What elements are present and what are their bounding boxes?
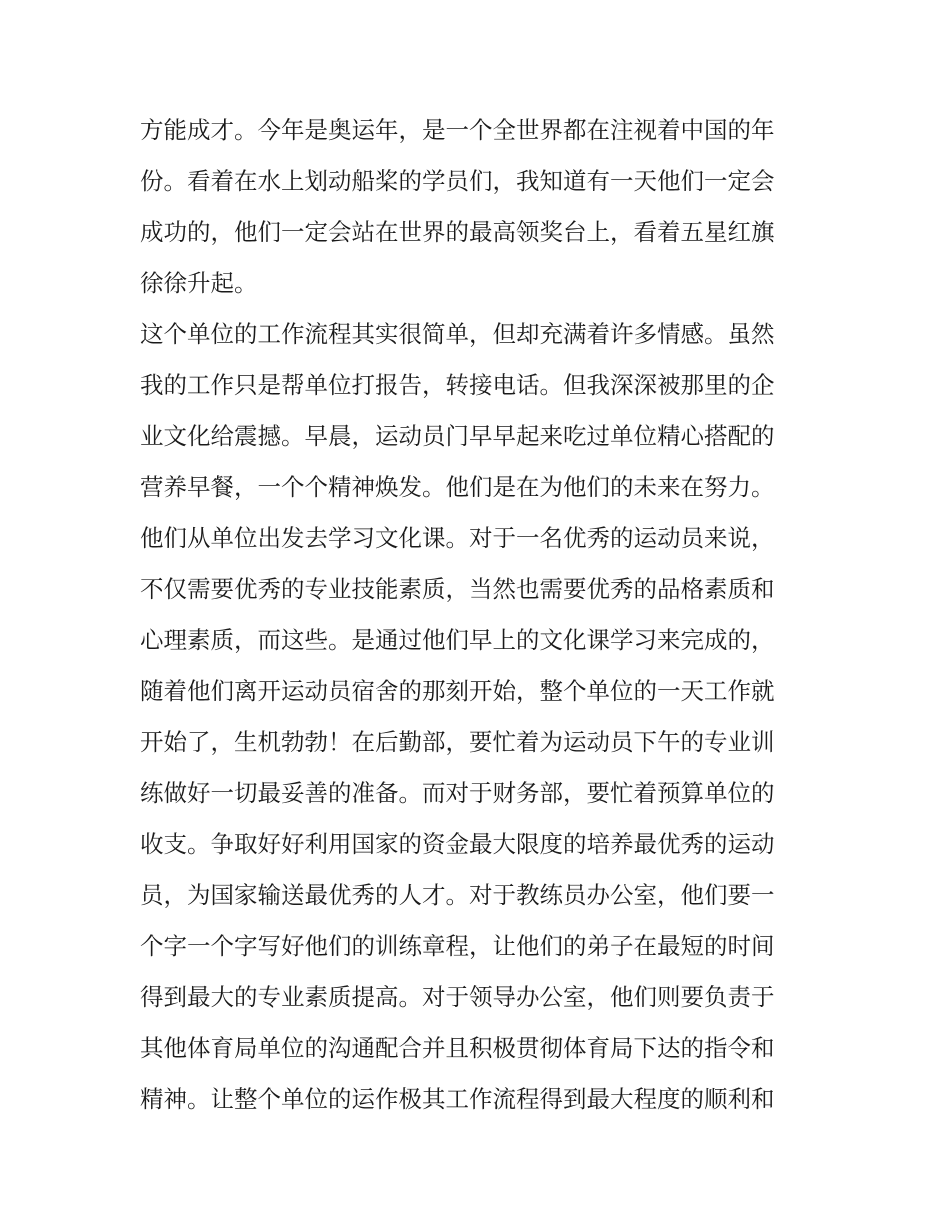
body-text: [140, 105, 812, 1125]
text-line: 徐徐升起。: [140, 269, 258, 297]
text-line: 业文化给震撼。早晨，运动员门早早起来吃过单位精心搭配的: [140, 422, 775, 450]
text-line: 员，为国家输送最优秀的人才。对于教练员办公室，他们要一: [140, 881, 775, 909]
text-line: 心理素质，而这些。是通过他们早上的文化课学习来完成的，: [140, 626, 775, 654]
text-line: 不仅需要优秀的专业技能素质，当然也需要优秀的品格素质和: [140, 575, 775, 603]
text-line: 收支。争取好好利用国家的资金最大限度的培养最优秀的运动: [140, 830, 775, 858]
text-line: 练做好一切最妥善的准备。而对于财务部，要忙着预算单位的: [140, 779, 775, 807]
text-line: 这个单位的工作流程其实很简单，但却充满着许多情感。虽然: [140, 320, 775, 348]
text-line: 方能成才。今年是奥运年，是一个全世界都在注视着中国的年: [140, 116, 775, 144]
text-line: 我的工作只是帮单位打报告，转接电话。但我深深被那里的企: [140, 371, 775, 399]
text-line: 随着他们离开运动员宿舍的那刻开始，整个单位的一天工作就: [140, 677, 775, 705]
text-line: 成功的，他们一定会站在世界的最高领奖台上，看着五星红旗: [140, 218, 775, 246]
text-line: 得到最大的专业素质提高。对于领导办公室，他们则要负责于: [140, 983, 775, 1011]
text-line: 开始了，生机勃勃！在后勤部，要忙着为运动员下午的专业训: [140, 728, 775, 756]
text-line: 精神。让整个单位的运作极其工作流程得到最大程度的顺利和: [140, 1085, 775, 1113]
text-line: 其他体育局单位的沟通配合并且积极贯彻体育局下达的指令和: [140, 1034, 775, 1062]
text-line: 营养早餐，一个个精神焕发。他们是在为他们的未来在努力。: [140, 473, 775, 501]
text-line: 他们从单位出发去学习文化课。对于一名优秀的运动员来说，: [140, 524, 775, 552]
text-line: 份。看着在水上划动船桨的学员们，我知道有一天他们一定会: [140, 167, 775, 195]
text-line: 个字一个字写好他们的训练章程，让他们的弟子在最短的时间: [140, 932, 775, 960]
